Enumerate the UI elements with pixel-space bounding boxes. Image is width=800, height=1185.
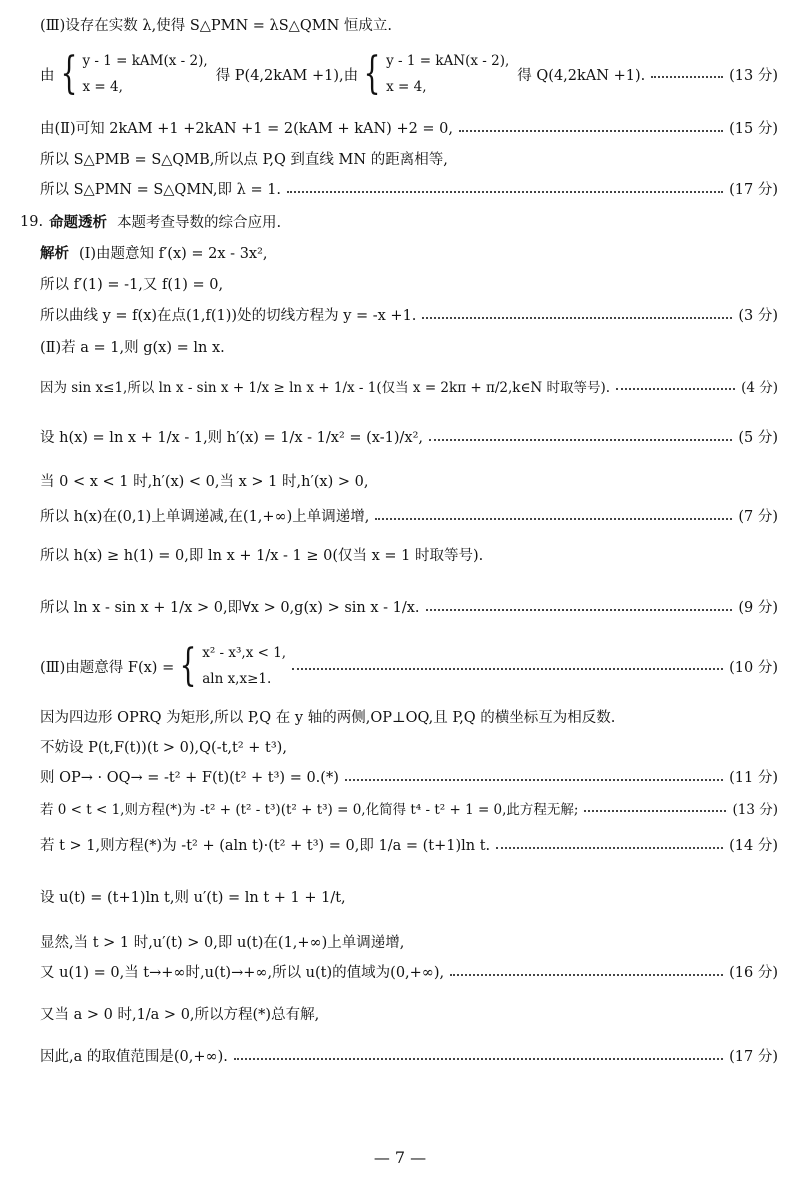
score: (13 分) bbox=[729, 67, 778, 84]
system-line: 由 { y - 1 = kAM(x - 2), x = 4, 得 P(4,2kAM +1),由 { y - 1 = kAN(x - 2), x = 4, 得 Q(4,2kAN +1). (13 分) bbox=[40, 48, 778, 99]
score: (10 分) bbox=[729, 659, 778, 676]
text-line: 所以 h(x) ≥ h(1) = 0,即 ln x + 1/x - 1 ≥ 0(仅当 x = 1 时取等号). bbox=[40, 548, 484, 564]
text-line: 不妨设 P(t,F(t))(t > 0),Q(-t,t² + t³), bbox=[40, 740, 287, 756]
text-line: 则 OP→ · OQ→ = -t² + F(t)(t² + t³) = 0.(*) (11 分) bbox=[40, 766, 778, 787]
text-line: 又 u(1) = 0,当 t→+∞时,u(t)→+∞,所以 u(t)的值域为(0,+∞), (16 分) bbox=[40, 961, 778, 982]
text-line: 若 0 < t < 1,则方程(*)为 -t² + (t² - t³)(t² + t³) = 0,化简得 t⁴ - t² + 1 = 0,此方程无解; (13 分) bbox=[40, 798, 778, 818]
left-brace-icon: { bbox=[363, 48, 381, 99]
text-line: 解析 (Ⅰ)由题意知 f′(x) = 2x - 3x², bbox=[40, 242, 778, 263]
score: (4 分) bbox=[741, 380, 778, 396]
leader-dots bbox=[459, 130, 723, 132]
text-line: 所以 f′(1) = -1,又 f(1) = 0, bbox=[40, 277, 224, 293]
question-number: 19. bbox=[20, 213, 44, 230]
piecewise-function: { x² - x³,x < 1, aln x,x≥1. bbox=[179, 640, 287, 691]
text-line: 由(Ⅱ)可知 2kAM +1 +2kAN +1 = 2(kAM + kAN) +2 = 0, (15 分) bbox=[40, 117, 778, 138]
text-line: 显然,当 t > 1 时,u′(t) > 0,即 u(t)在(1,+∞)上单调递增, bbox=[40, 935, 405, 951]
score: (14 分) bbox=[729, 838, 778, 854]
analysis-label: 解析 bbox=[40, 246, 69, 262]
leader-dots bbox=[287, 191, 723, 193]
page-number: — 7 — bbox=[373, 1148, 427, 1167]
score: (9 分) bbox=[738, 600, 778, 616]
text-line: 又当 a > 0 时,1/a > 0,所以方程(*)总有解, bbox=[40, 1007, 320, 1023]
leader-dots bbox=[450, 974, 723, 976]
score: (16 分) bbox=[729, 965, 778, 981]
text-line: 若 t > 1,则方程(*)为 -t² + (aln t)·(t² + t³) = 0,即 1/a = (t+1)ln t. (14 分) bbox=[40, 834, 778, 855]
leader-dots bbox=[616, 388, 735, 390]
section-label: 命题透析 bbox=[49, 215, 108, 231]
text-line: 设 h(x) = ln x + 1/x - 1,则 h′(x) = 1/x - 1/x² = (x-1)/x², (5 分) bbox=[40, 426, 778, 447]
text-line: 因为 sin x≤1,所以 ln x - sin x + 1/x ≥ ln x + 1/x - 1(仅当 x = 2kπ + π/2,k∈N 时取等号). (4 分) bbox=[40, 376, 778, 396]
score: (17 分) bbox=[729, 1049, 778, 1065]
text-line: 所以 h(x)在(0,1)上单调递减,在(1,+∞)上单调递增, (7 分) bbox=[40, 505, 778, 526]
text-line: 设 u(t) = (t+1)ln t,则 u′(t) = ln t + 1 + 1/t, bbox=[40, 890, 346, 906]
equation-system-1: { y - 1 = kAM(x - 2), x = 4, bbox=[60, 48, 208, 99]
left-brace-icon: { bbox=[179, 640, 197, 691]
score: (7 分) bbox=[738, 509, 778, 525]
leader-dots bbox=[345, 779, 723, 781]
text-line: (Ⅲ)设存在实数 λ,使得 S△PMN = λS△QMN 恒成立. bbox=[40, 18, 392, 34]
text-line: 所以 ln x - sin x + 1/x > 0,即∀x > 0,g(x) > sin x - 1/x. (9 分) bbox=[40, 596, 778, 617]
score: (15 分) bbox=[729, 121, 778, 137]
question-heading: 19. 命题透析 本题考查导数的综合应用. bbox=[20, 211, 778, 232]
leader-dots bbox=[496, 847, 723, 849]
score: (11 分) bbox=[729, 770, 778, 786]
text-line: 因为四边形 OPRQ 为矩形,所以 P,Q 在 y 轴的两侧,OP⊥OQ,且 P,Q 的横坐标互为相反数. bbox=[40, 710, 616, 726]
leader-dots bbox=[584, 810, 726, 812]
leader-dots bbox=[426, 609, 733, 611]
text-line: 因此,a 的取值范围是(0,+∞). (17 分) bbox=[40, 1045, 778, 1066]
left-brace-icon: { bbox=[60, 48, 77, 99]
leader-dots bbox=[375, 518, 732, 520]
text-line: 所以 S△PMN = S△QMN,即 λ = 1. (17 分) bbox=[40, 178, 778, 199]
text-line: 当 0 < x < 1 时,h′(x) < 0,当 x > 1 时,h′(x) > 0, bbox=[40, 474, 369, 490]
leader-dots bbox=[429, 439, 732, 441]
leader-dots bbox=[234, 1058, 723, 1060]
text-line: 所以 S△PMB = S△QMB,所以点 P,Q 到直线 MN 的距离相等, bbox=[40, 152, 448, 168]
leader-dots bbox=[292, 668, 723, 670]
score: (3 分) bbox=[738, 308, 778, 324]
leader-dots bbox=[651, 76, 723, 78]
score: (13 分) bbox=[732, 802, 778, 818]
text-line: (Ⅱ)若 a = 1,则 g(x) = ln x. bbox=[40, 340, 225, 356]
score: (17 分) bbox=[729, 182, 778, 198]
equation-system-2: { y - 1 = kAN(x - 2), x = 4, bbox=[363, 48, 510, 99]
leader-dots bbox=[422, 317, 732, 319]
piecewise-line: (Ⅲ)由题意得 F(x) = { x² - x³,x < 1, aln x,x≥1. (10 分) bbox=[40, 640, 778, 691]
text-line: 所以曲线 y = f(x)在点(1,f(1))处的切线方程为 y = -x +1. (3 分) bbox=[40, 304, 778, 325]
score: (5 分) bbox=[738, 430, 778, 446]
